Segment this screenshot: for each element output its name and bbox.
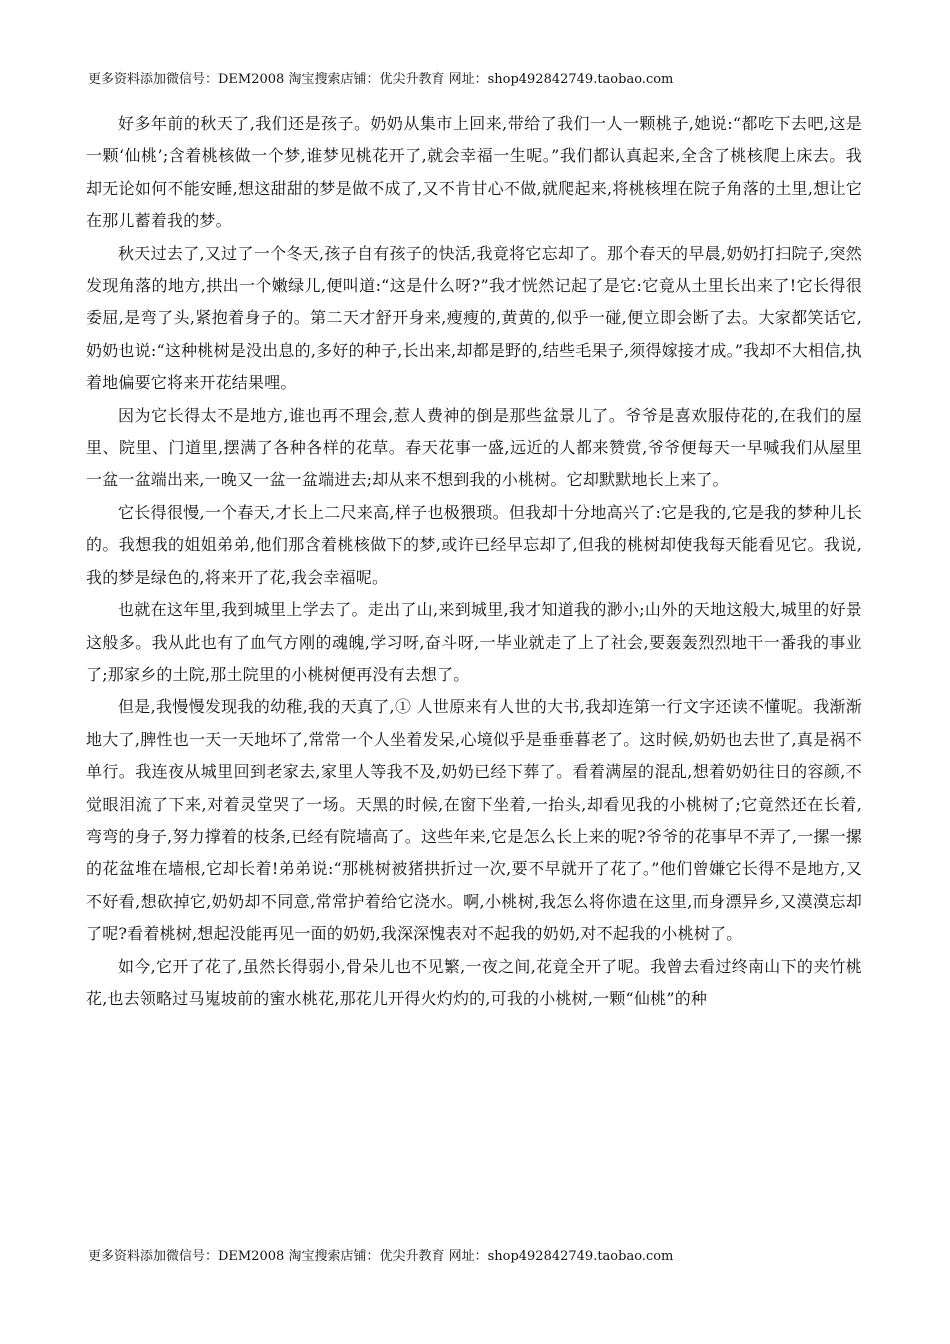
page-footer: 更多资料添加微信号：DEM2008 淘宝搜索店铺：优尖升教育 网址：shop492842749.taobao.com	[88, 1249, 674, 1264]
paragraph: 好多年前的秋天了,我们还是孩子。奶奶从集市上回来,带给了我们一人一颗桃子,她说:“都吃下去吧,这是一颗‘仙桃’;含着桃核做一个梦,谁梦见桃花开了,就会幸福一生呢。”我们都认真起来,全含了桃核爬上床去。我却无论如何不能安睡,想这甜甜的梦是做不成了,又不肯甘心不做,就爬起来,将桃核埋在院子角落的土里,想让它在那儿蓄着我的梦。	[86, 114, 862, 231]
paragraph: 但是,我慢慢发现我的幼稚,我的天真了,① 人世原来有人世的大书,我却连第一行文字还读不懂呢。我渐渐地大了,脾性也一天一天地坏了,常常一个人坐着发呆,心境似乎是垂垂暮老了。这时候,奶奶也去世了,真是祸不单行。我连夜从城里回到老家去,家里人等我不及,奶奶已经下葬了。看着满屋的混乱,想着奶奶往日的容颜,不觉眼泪流了下来,对着灵堂哭了一场。天黑的时候,在窗下坐着,一抬头,却看见我的小桃树了;它竟然还在长着,弯弯的身子,努力撑着的枝条,已经有院墙高了。这些年来,它是怎么长上来的呢?爷爷的花事早不弄了,一摞一摞的花盆堆在墙根,它却长着!弟弟说:“那桃树被猪拱折过一次,要不早就开了花了。”他们曾嫌它长得不是地方,又不好看,想砍掉它,奶奶却不同意,常常护着给它浇水。啊,小桃树,我怎么将你遗在这里,而身漂异乡,又漠漠忘却了呢?看着桃树,想起没能再见一面的奶奶,我深深愧表对不起我的奶奶,对不起我的小桃树了。	[86, 697, 862, 944]
paragraph: 如今,它开了花了,虽然长得弱小,骨朵儿也不见繁,一夜之间,花竟全开了呢。我曾去看过终南山下的夹竹桃花,也去领略过马嵬坡前的蜜水桃花,那花儿开得火灼灼的,可我的小桃树,一颗“仙桃”的种	[86, 956, 862, 1008]
paragraph: 秋天过去了,又过了一个冬天,孩子自有孩子的快活,我竟将它忘却了。那个春天的早晨,奶奶打扫院子,突然发现角落的地方,拱出一个嫩绿儿,便叫道:“这是什么呀?”我才恍然记起了是它:它竟从土里长出来了!它长得很委屈,是弯了头,紧抱着身子的。第二天才舒开身来,瘦瘦的,黄黄的,似乎一碰,便立即会断了去。大家都笑话它,奶奶也说:“这种桃树是没出息的,多好的种子,长出来,却都是野的,结些毛果子,须得嫁接才成。”我却不大相信,执着地偏要它将来开花结果哩。	[86, 243, 862, 393]
paragraph: 也就在这年里,我到城里上学去了。走出了山,来到城里,我才知道我的渺小;山外的天地这般大,城里的好景这般多。我从此也有了血气方刚的魂魄,学习呀,奋斗呀,一毕业就走了上了社会,要轰轰烈烈地干一番我的事业了;那家乡的土院,那土院里的小桃树便再没有去想了。	[86, 600, 862, 684]
page-header: 更多资料添加微信号：DEM2008 淘宝搜索店铺：优尖升教育 网址：shop492842749.taobao.com	[88, 72, 674, 87]
paragraph: 因为它长得太不是地方,谁也再不理会,惹人费神的倒是那些盆景儿了。爷爷是喜欢服侍花的,在我们的屋里、院里、门道里,摆满了各种各样的花草。春天花事一盛,远近的人都来赞赏,爷爷便每天一早喊我们从屋里一盆一盆端出来,一晚又一盆一盆端进去;却从来不想到我的小桃树。它却默默地长上来了。	[86, 405, 862, 490]
article-body	[86, 108, 862, 1015]
paragraph: 它长得很慢,一个春天,才长上二尺来高,样子也极猥琐。但我却十分地高兴了:它是我的,它是我的梦种儿长的。我想我的姐姐弟弟,他们那含着桃核做下的梦,或许已经早忘却了,但我的桃树却使我每天能看见它。我说,我的梦是绿色的,将来开了花,我会幸福呢。	[86, 502, 862, 587]
